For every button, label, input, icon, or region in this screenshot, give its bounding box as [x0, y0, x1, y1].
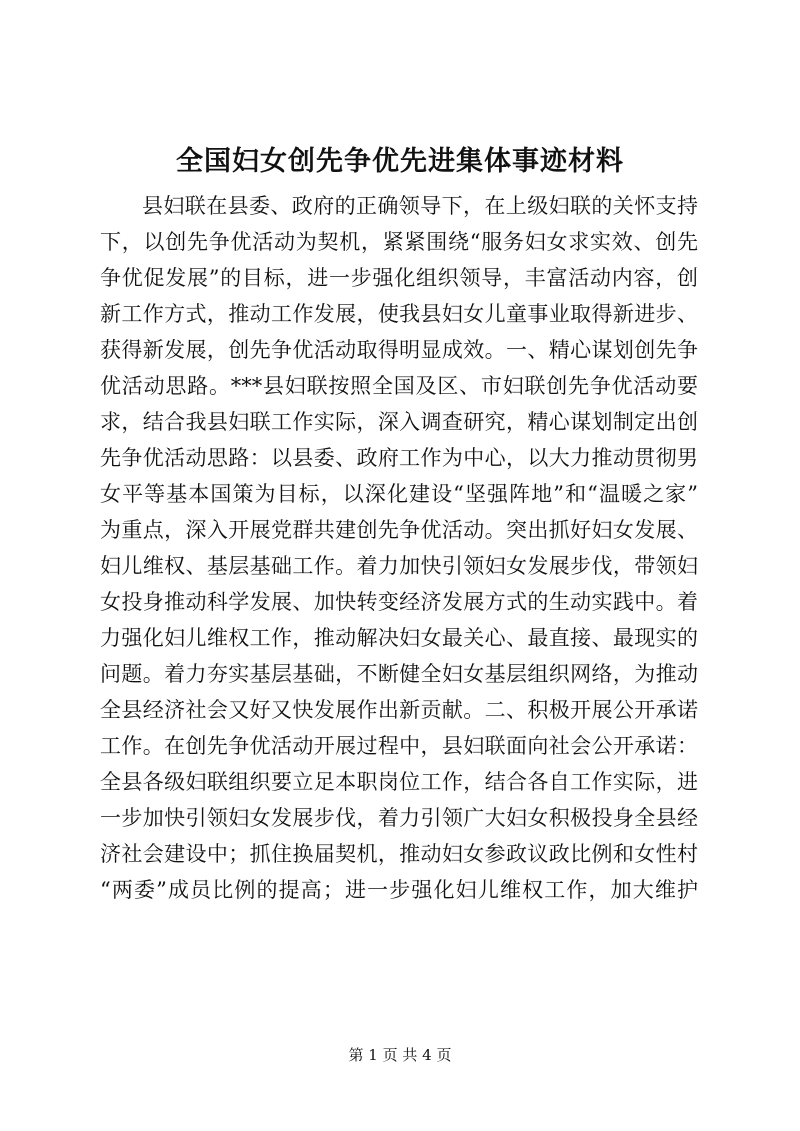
- body-line: 下，以创先争优活动为契机，紧紧围绕“服务妇女求实效、创先: [100, 230, 698, 254]
- body-line: 妇儿维权、基层基础工作。着力加快引领妇女发展步伐，带领妇: [100, 554, 698, 578]
- body-line: 求，结合我县妇联工作实际，深入调查研究，精心谋划制定出创: [100, 410, 698, 434]
- body-line: “两委”成员比例的提高；进一步强化妇儿维权工作，加大维护: [100, 878, 698, 902]
- body-line: 济社会建设中；抓住换届契机，推动妇女参政议政比例和女性村: [100, 842, 698, 866]
- body-line: 全县经济社会又好又快发展作出新贡献。二、积极开展公开承诺: [100, 698, 698, 722]
- body-line: 优活动思路。***县妇联按照全国及区、市妇联创先争优活动要: [100, 374, 698, 398]
- body-line: 县妇联在县委、政府的正确领导下，在上级妇联的关怀支持: [142, 194, 698, 218]
- body-line: 为重点，深入开展党群共建创先争优活动。突出抓好妇女发展、: [100, 518, 698, 542]
- body-line: 新工作方式，推动工作发展，使我县妇女儿童事业取得新进步、: [100, 302, 698, 326]
- body-line: 获得新发展，创先争优活动取得明显成效。一、精心谋划创先争: [100, 338, 698, 362]
- body-line: 争优促发展”的目标，进一步强化组织领导，丰富活动内容，创: [100, 266, 698, 290]
- body-line: 问题。着力夯实基层基础，不断健全妇女基层组织网络，为推动: [100, 662, 698, 686]
- body-line: 力强化妇儿维权工作，推动解决妇女最关心、最直接、最现实的: [100, 626, 698, 650]
- body-line: 一步加快引领妇女发展步伐，着力引领广大妇女积极投身全县经: [100, 806, 698, 830]
- body-line: 全县各级妇联组织要立足本职岗位工作，结合各自工作实际，进: [100, 770, 698, 794]
- document-title: 全国妇女创先争优先进集体事迹材料: [176, 146, 624, 177]
- body-line: 工作。在创先争优活动开展过程中，县妇联面向社会公开承诺：: [100, 734, 698, 758]
- body-line: 先争优活动思路：以县委、政府工作为中心，以大力推动贯彻男: [100, 446, 698, 470]
- body-line: 女平等基本国策为目标，以深化建设“坚强阵地”和“温暖之家”: [100, 482, 698, 506]
- page-number-footer: 第 1 页 共 4 页: [348, 1046, 452, 1064]
- body-line: 女投身推动科学发展、加快转变经济发展方式的生动实践中。着: [100, 590, 698, 614]
